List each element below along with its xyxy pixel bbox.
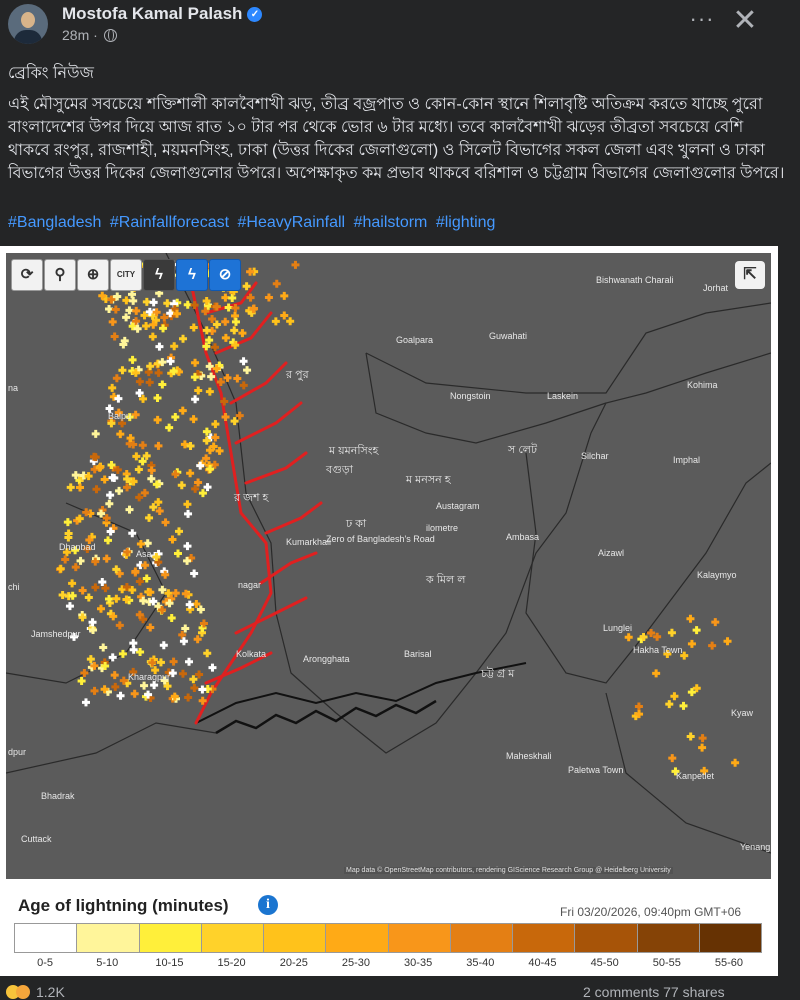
lightning-strike-marker	[157, 658, 165, 666]
lightning-map[interactable]	[6, 253, 771, 879]
lightning-strike-marker	[175, 527, 183, 535]
lightning-strike-marker	[57, 565, 65, 573]
place-label: Goalpara	[396, 335, 434, 345]
lightning-strike-marker	[115, 487, 123, 495]
lightning-strike-marker	[668, 754, 676, 762]
lightning-strike-marker	[183, 542, 191, 550]
lightning-strike-marker	[149, 333, 157, 341]
legend-tick-label: 50-55	[652, 957, 681, 969]
lightning-strike-marker	[111, 683, 119, 691]
lightning-strike-marker	[191, 395, 199, 403]
lightning-strike-marker	[77, 557, 85, 565]
lightning-strike-marker	[194, 387, 202, 395]
lightning-strike-marker	[112, 305, 120, 313]
lightning-strike-marker	[652, 669, 660, 677]
lightning-strike-marker	[183, 500, 191, 508]
legend-swatches	[14, 923, 762, 953]
legend-tick-label: 30-35	[404, 957, 433, 969]
lightning-strike-marker	[291, 261, 299, 269]
place-label: Asa	[136, 549, 152, 559]
lightning-strike-marker	[154, 416, 162, 424]
lightning-strike-marker	[78, 677, 86, 685]
avatar[interactable]	[8, 4, 48, 44]
lightning-strike-marker	[272, 317, 280, 325]
comments-shares[interactable]: 2 comments 77 shares	[583, 984, 725, 1000]
lightning-strike-marker	[111, 333, 119, 341]
place-label: Kalaymyo	[697, 570, 737, 580]
more-options-button[interactable]: ···	[689, 6, 715, 31]
lightning-icon[interactable]: ϟ	[143, 259, 175, 291]
bangla-place-label: স লেট	[508, 444, 537, 456]
lightning-strike-marker	[238, 329, 246, 337]
hashtag-link[interactable]: #Bangladesh	[8, 214, 102, 231]
legend-swatch	[77, 924, 139, 952]
legend-swatch	[700, 924, 761, 952]
border-line	[6, 723, 216, 773]
hashtag-link[interactable]: #HeavyRainfall	[237, 214, 346, 231]
place-label: Kanpetlet	[676, 771, 715, 781]
reaction-count[interactable]: 1.2K	[36, 984, 65, 1000]
lightning-strike-marker	[190, 415, 198, 423]
lightning-strike-marker	[137, 540, 145, 548]
lightning-strike-marker	[203, 649, 211, 657]
legend-swatch	[326, 924, 388, 952]
place-label: Paletwa Town	[568, 765, 624, 775]
place-label: Yenang	[740, 842, 771, 852]
lightning-strike-marker	[91, 687, 99, 695]
lightning-strike-marker	[131, 567, 139, 575]
lightning-strike-marker	[731, 759, 739, 767]
storm-arrow	[246, 453, 306, 483]
city-icon[interactable]: CITY	[110, 259, 142, 291]
lightning-strike-marker	[142, 322, 150, 330]
storm-arrow	[236, 403, 301, 443]
legend-swatch	[264, 924, 326, 952]
lightning-strike-marker	[240, 357, 248, 365]
place-label: Bishwanath Charali	[596, 275, 674, 285]
lightning-strike-marker	[101, 476, 109, 484]
lightning-strike-marker	[122, 313, 130, 321]
author-name-text[interactable]: Mostofa Kamal Palash	[62, 4, 243, 23]
place-label: Barisal	[404, 649, 432, 659]
headline: ব্রেকিং নিউজ	[8, 65, 94, 82]
lightning-strike-marker	[171, 413, 179, 421]
lightning-strike-marker	[163, 299, 171, 307]
place-label: Arongghata	[303, 654, 350, 664]
avatar-body	[14, 30, 42, 44]
lightning-strike-marker	[118, 366, 126, 374]
legend-swatch	[140, 924, 202, 952]
lightning-strike-marker	[194, 635, 202, 643]
lightning-strike-marker	[144, 539, 152, 547]
lightning-strike-marker	[197, 605, 205, 613]
legend-tick-label: 25-30	[341, 957, 371, 969]
lightning-strike-marker	[64, 518, 72, 526]
lightning-strike-marker	[119, 650, 127, 658]
lightning-strike-marker	[165, 424, 173, 432]
lightning-alt-icon[interactable]: ϟ	[176, 259, 208, 291]
haha-emoji-icon	[16, 985, 30, 999]
lightning-strike-marker	[198, 686, 206, 694]
lightning-strike-marker	[91, 583, 99, 591]
lightning-strike-marker	[67, 483, 75, 491]
lightning-strike-marker	[116, 621, 124, 629]
lightning-strike-marker	[143, 298, 151, 306]
lightning-strike-marker	[240, 381, 248, 389]
verified-badge-icon: ✓	[247, 7, 262, 22]
place-label: Aizawl	[598, 548, 625, 558]
place-label: Imphal	[673, 455, 701, 465]
lightning-strike-marker	[85, 594, 93, 602]
place-label: Hakha Town	[633, 645, 683, 655]
lightning-strike-marker	[132, 307, 140, 315]
lightning-strike-marker	[185, 658, 193, 666]
place-label: Silchar	[581, 451, 609, 461]
lightning-strike-marker	[195, 670, 203, 678]
lightning-strike-marker	[145, 514, 153, 522]
place-label: Jamshedpur	[31, 629, 81, 639]
lightning-strike-marker	[168, 536, 176, 544]
lightning-strike-marker	[126, 506, 134, 514]
legend-tick-label: 0-5	[37, 957, 54, 969]
lightning-strike-marker	[686, 615, 694, 623]
lightning-strike-marker	[170, 658, 178, 666]
legend-swatch	[389, 924, 451, 952]
bangla-place-label: ঢ কা	[346, 518, 367, 530]
post-body: এই মৌসুমের সবচেয়ে শক্তিশালী কালবৈশাখী ঝড়, তীব্র বজ্রপাত ও কোন-কোন স্থানে শিলাবৃষ্টি অতিক্রম করতে যাচ্ছে পুরো বাংলাদেশের উপর দিয়ে আজ রাত ১০ টার পর থেকে ভোর ৬ টার মধ্যে। তবে কালবৈশাখী ঝড়ের তীব্রতা সবচেয়ে বেশি থাকবে রংপুর, রাজশাহী, ময়মনসিংহ, ঢাকা (উত্তর দিকের জেলাগুলো) ও সিলেট বিভাগের সকল জেলা এবং খুলনা ও ঢাকা বিভাগের উত্তর দিকের জেলাগুলোর উপরে। অপেক্ষাকৃত কম প্রভাব থাকবে বরিশাল ও চট্টগ্রাম বিভাগের জেলাগুলোর উপরে।	[8, 96, 785, 182]
legend-tick-label: 55-60	[714, 957, 744, 969]
lightning-strike-marker	[92, 430, 100, 438]
lightning-strike-marker	[135, 493, 143, 501]
lightning-strike-marker	[178, 481, 186, 489]
hashtag-link[interactable]: #Rainfallforecast	[109, 214, 230, 231]
post-header	[0, 0, 800, 56]
globe-icon	[104, 29, 117, 42]
place-label: Zero of Bangladesh's Road	[326, 534, 435, 544]
place-label: Guwahati	[489, 331, 528, 341]
legend-tick-label: 45-50	[590, 957, 619, 969]
lightning-strike-marker	[216, 447, 224, 455]
lightning-strike-marker	[104, 536, 112, 544]
satellite-icon[interactable]: ⊘	[209, 259, 241, 291]
legend-swatch	[15, 924, 77, 952]
lightning-strike-marker	[711, 618, 719, 626]
bangla-place-label: র পুর	[286, 369, 309, 381]
place-label: Dhanbad	[59, 542, 96, 552]
zoom-icon[interactable]: ⊕	[77, 259, 109, 291]
coastline	[196, 663, 526, 723]
lightning-strike-marker	[680, 702, 688, 710]
lightning-strike-marker	[191, 359, 199, 367]
lightning-strike-marker	[230, 326, 238, 334]
lightning-strike-marker	[141, 561, 149, 569]
place-label: dpur	[8, 747, 27, 757]
lightning-strike-marker	[670, 692, 678, 700]
storm-arrow	[266, 503, 321, 533]
lightning-strike-marker	[154, 498, 162, 506]
lightning-strike-marker	[203, 326, 211, 334]
lightning-strike-marker	[184, 694, 192, 702]
lightning-strike-marker	[92, 485, 100, 493]
hashtag-link[interactable]: #hailstorm	[353, 214, 428, 231]
lightning-strike-marker	[273, 280, 281, 288]
lightning-strike-marker	[147, 475, 155, 483]
place-label: Kolkata	[236, 649, 267, 659]
lightning-strike-marker	[170, 342, 178, 350]
lightning-strike-marker	[174, 550, 182, 558]
lightning-strike-marker	[129, 356, 137, 364]
lightning-strike-marker	[233, 375, 241, 383]
lightning-strike-marker	[146, 623, 154, 631]
borders	[6, 253, 771, 853]
lightning-strike-marker	[59, 591, 67, 599]
place-label: Austagram	[436, 501, 480, 511]
place-label: ilometre	[426, 523, 459, 533]
lightning-strike-marker	[105, 500, 113, 508]
lightning-strike-marker	[172, 589, 180, 597]
lightning-strike-marker	[221, 294, 229, 302]
legend-tick-label: 15-20	[217, 957, 246, 969]
lightning-strike-marker	[72, 563, 80, 571]
lightning-strike-marker	[688, 640, 696, 648]
lightning-strike-marker	[141, 489, 149, 497]
lightning-strike-marker	[109, 318, 117, 326]
place-label: Laskein	[547, 391, 579, 401]
place-label: na	[8, 383, 19, 393]
bangla-place-label: বগুড়া	[326, 464, 353, 476]
close-button[interactable]: ✕	[732, 4, 758, 37]
lightning-strike-marker	[698, 744, 706, 752]
lightning-strike-marker	[68, 579, 76, 587]
lightning-strike-marker	[699, 734, 707, 742]
lightning-strike-marker	[106, 491, 114, 499]
lightning-strike-marker	[111, 671, 119, 679]
lightning-strike-marker	[286, 317, 294, 325]
bangla-place-label: ক মিল ল	[426, 574, 466, 586]
lightning-strike-marker	[693, 626, 701, 634]
lightning-strike-marker	[99, 644, 107, 652]
legend-swatch	[451, 924, 513, 952]
place-label: Kyaw	[731, 708, 754, 718]
lightning-strike-marker	[625, 633, 633, 641]
lightning-strike-marker	[132, 452, 140, 460]
lightning-strike-marker	[668, 629, 676, 637]
lightning-strike-marker	[221, 318, 229, 326]
lightning-strike-marker	[232, 318, 240, 326]
storm-arrow	[236, 598, 306, 633]
lightning-strike-marker	[79, 587, 87, 595]
lightning-strike-marker	[222, 334, 230, 342]
lightning-strike-marker	[97, 605, 105, 613]
lightning-strike-marker	[87, 655, 95, 663]
lightning-strike-marker	[82, 698, 90, 706]
lightning-strike-marker	[155, 369, 163, 377]
place-label: Kohima	[687, 380, 718, 390]
info-icon[interactable]: i	[258, 895, 278, 915]
legend-swatch	[575, 924, 637, 952]
legend-tick-label: 20-25	[279, 957, 308, 969]
lightning-strike-marker	[154, 442, 162, 450]
lightning-strike-marker	[665, 700, 673, 708]
lightning-strike-marker	[222, 413, 230, 421]
lightning-strike-marker	[139, 441, 147, 449]
legend-tick-label: 40-45	[528, 957, 557, 969]
bangla-place-label: র জশ হ	[234, 492, 269, 504]
post-text	[8, 62, 788, 185]
place-label: Bhadrak	[41, 791, 75, 801]
lightning-strike-marker	[113, 374, 121, 382]
lightning-strike-marker	[143, 574, 151, 582]
lightning-strike-marker	[146, 378, 154, 386]
lightning-strike-marker	[61, 556, 69, 564]
legend-tick-label: 10-15	[155, 957, 184, 969]
place-label: Balpu	[108, 411, 132, 421]
lightning-strike-marker	[186, 469, 194, 477]
lightning-strike-marker	[243, 282, 251, 290]
legend-swatch	[638, 924, 700, 952]
lightning-strike-marker	[103, 514, 111, 522]
post-footer	[0, 978, 800, 998]
lightning-strike-marker	[154, 394, 162, 402]
lightning-strike-marker	[213, 320, 221, 328]
place-label: Jorhat	[703, 283, 729, 293]
lightning-strike-marker	[211, 433, 219, 441]
lightning-strike-marker	[708, 642, 716, 650]
bangla-place-label: ম য়মনসিংহ	[329, 445, 379, 457]
lightning-strike-marker	[280, 311, 288, 319]
lightning-strike-marker	[148, 466, 156, 474]
lightning-strike-marker	[243, 366, 251, 374]
lightning-strike-marker	[190, 570, 198, 578]
map-canvas	[6, 253, 771, 879]
author-name[interactable]	[62, 4, 262, 24]
lightning-strike-marker	[190, 324, 198, 332]
lightning-strike-marker	[136, 378, 144, 386]
lightning-strike-marker	[66, 602, 74, 610]
lightning-strike-marker	[103, 555, 111, 563]
hashtag-list	[8, 214, 499, 232]
lightning-strike-marker	[155, 343, 163, 351]
lightning-strike-marker	[204, 483, 212, 491]
lightning-strike-marker	[109, 653, 117, 661]
lightning-strike-marker	[211, 343, 219, 351]
lightning-strike-marker	[140, 682, 148, 690]
place-label: Cuttack	[21, 834, 52, 844]
lightning-strike-marker	[179, 335, 187, 343]
legend-title: Age of lightning (minutes)	[18, 896, 229, 915]
lightning-strike-marker	[189, 675, 197, 683]
refresh-icon[interactable]: ⟳	[11, 259, 43, 291]
lightning-strike-marker	[179, 407, 187, 415]
lightning-strike-marker	[158, 380, 166, 388]
lightning-strike-marker	[190, 684, 198, 692]
legend-timestamp: Fri 03/20/2026, 09:40pm GMT+06	[560, 905, 742, 919]
lightning-strike-marker	[208, 315, 216, 323]
lightning-strike-marker	[150, 298, 158, 306]
lightning-strike-marker	[724, 637, 732, 645]
lightning-strike-marker	[206, 388, 214, 396]
lightning-strike-marker	[162, 518, 170, 526]
lightning-strike-marker	[211, 420, 219, 428]
location-icon[interactable]: ⚲	[44, 259, 76, 291]
place-label: Maheskhali	[506, 751, 552, 761]
legend-swatch	[513, 924, 575, 952]
lightning-strike-marker	[131, 690, 139, 698]
place-label: Kumarkhali	[286, 537, 332, 547]
lightning-strike-marker	[135, 465, 143, 473]
legend-swatch	[202, 924, 264, 952]
lightning-strike-marker	[76, 484, 84, 492]
lightning-strike-marker	[150, 681, 158, 689]
lightning-strike-marker	[122, 296, 130, 304]
place-label: Ambasa	[506, 532, 540, 542]
avatar-face	[21, 12, 35, 28]
lightning-strike-marker	[184, 510, 192, 518]
sundarbans-scribble	[216, 701, 436, 733]
lightning-strike-marker	[160, 641, 168, 649]
bangla-place-label: ম মনসন হ	[406, 474, 451, 486]
share-map-icon[interactable]: ⇱	[735, 261, 765, 289]
place-label: nagar	[238, 580, 262, 590]
bangla-place-label: চট্ট গ্র ম	[481, 668, 515, 680]
lightning-strike-marker	[265, 294, 273, 302]
lightning-strike-marker	[199, 489, 207, 497]
lightning-strike-marker	[136, 578, 144, 586]
place-label: Kharagpur	[128, 672, 171, 682]
lightning-strike-marker	[186, 601, 194, 609]
lightning-strike-marker	[687, 732, 695, 740]
map-attribution: Map data © OpenStreetMap contributors, rendering GIScience Research Group @ Heidelberg University	[346, 867, 671, 874]
lightning-strike-marker	[635, 703, 643, 711]
place-label: chi	[8, 582, 20, 592]
storm-arrow	[231, 363, 286, 403]
lightning-strike-marker	[105, 305, 113, 313]
lightning-strike-marker	[108, 384, 116, 392]
lightning-strike-marker	[168, 614, 176, 622]
lightning-strike-marker	[208, 664, 216, 672]
legend-tick-label: 5-10	[96, 957, 119, 969]
lightning-strike-marker	[116, 430, 124, 438]
legend-ticks	[14, 957, 760, 969]
place-label: Lunglei	[603, 623, 633, 633]
post-meta	[62, 27, 117, 43]
lightning-strike-marker	[117, 692, 125, 700]
hashtag-link[interactable]: #lighting	[435, 214, 496, 231]
post-time[interactable]: 28m ·	[62, 27, 98, 43]
place-label: Nongstoin	[450, 391, 491, 401]
lightning-strike-marker	[179, 670, 187, 678]
lightning-strike-marker	[280, 292, 288, 300]
legend-tick-label: 35-40	[466, 957, 495, 969]
